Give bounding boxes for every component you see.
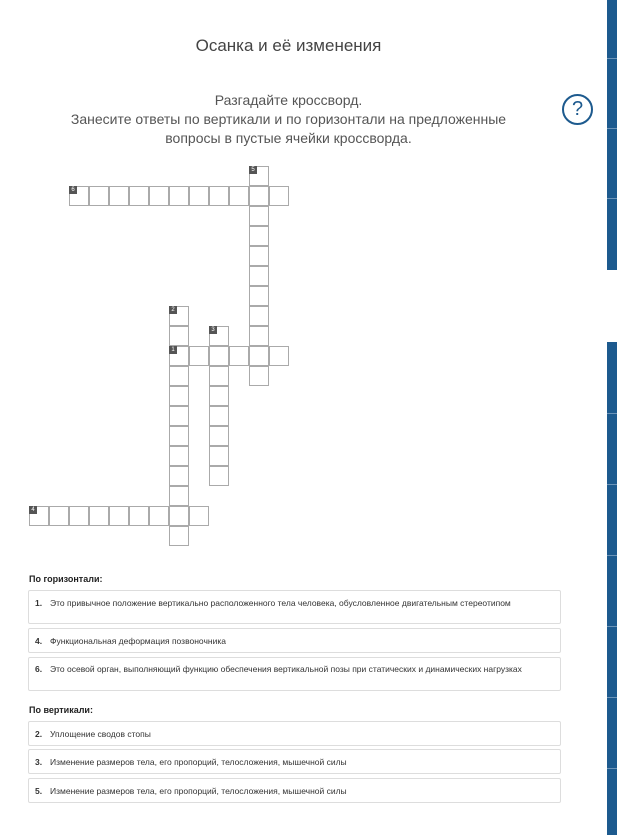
crossword-cell[interactable]: [69, 506, 89, 526]
vertical-clues-label: По вертикали:: [29, 705, 93, 715]
clue-number: 1.: [35, 598, 43, 608]
crossword-cell[interactable]: [209, 366, 229, 386]
crossword-cell[interactable]: [169, 466, 189, 486]
crossword-cell[interactable]: [129, 506, 149, 526]
crossword-cell[interactable]: [209, 446, 229, 466]
clue-text: Уплощение сводов стопы: [50, 729, 151, 739]
instructions-line: Занесите ответы по вертикали и по горизонтали на предложенные: [70, 111, 507, 127]
crossword-cell[interactable]: [169, 506, 189, 526]
crossword-cell[interactable]: [129, 186, 149, 206]
right-nav-block-bottom[interactable]: [607, 342, 617, 835]
word-number-2: 2: [169, 306, 177, 314]
crossword-cell[interactable]: [249, 326, 269, 346]
clue-vertical-3: [28, 749, 561, 774]
crossword-cell[interactable]: [209, 386, 229, 406]
right-nav-strip: [607, 0, 617, 835]
right-nav-divider: [607, 768, 617, 769]
crossword-cell[interactable]: [249, 366, 269, 386]
crossword-cell[interactable]: [169, 446, 189, 466]
word-number-3: 3: [209, 326, 217, 334]
crossword-cell[interactable]: [149, 506, 169, 526]
right-nav-divider: [607, 626, 617, 627]
crossword-cell[interactable]: [229, 346, 249, 366]
right-nav-block-top[interactable]: [607, 0, 617, 270]
crossword-cell[interactable]: [209, 186, 229, 206]
word-number-1: 1: [169, 346, 177, 354]
clue-vertical-5: [28, 778, 561, 803]
help-button[interactable]: ?: [562, 94, 593, 125]
crossword-cell[interactable]: [149, 186, 169, 206]
crossword-cell[interactable]: [269, 186, 289, 206]
instructions-line: вопросы в пустые ячейки кроссворда.: [165, 130, 412, 146]
crossword-cell[interactable]: [249, 306, 269, 326]
clue-number: 4.: [35, 636, 43, 646]
crossword-cell[interactable]: [169, 486, 189, 506]
crossword-cell[interactable]: [169, 386, 189, 406]
clue-horizontal-4: [28, 628, 561, 653]
crossword-cell[interactable]: [249, 206, 269, 226]
instructions: [40, 91, 537, 148]
crossword-cell[interactable]: [189, 346, 209, 366]
clue-text: Функциональная деформация позвоночника: [50, 636, 226, 646]
right-nav-divider: [607, 697, 617, 698]
crossword-cell[interactable]: [169, 526, 189, 546]
page-title: Осанка и её изменения: [195, 36, 382, 55]
right-nav-divider: [607, 58, 617, 59]
crossword-cell[interactable]: [249, 246, 269, 266]
right-nav-divider: [607, 198, 617, 199]
right-nav-divider: [607, 484, 617, 485]
clue-text: Изменение размеров тела, его пропорций, телосложения, мышечной силы: [50, 786, 347, 796]
right-nav-divider: [607, 413, 617, 414]
crossword-cell[interactable]: [209, 466, 229, 486]
crossword-cell[interactable]: [169, 426, 189, 446]
crossword-cell[interactable]: [209, 406, 229, 426]
crossword-cell[interactable]: [89, 186, 109, 206]
crossword-cell[interactable]: [89, 506, 109, 526]
word-number-4: 4: [29, 506, 37, 514]
instructions-line: Разгадайте кроссворд.: [214, 92, 363, 108]
right-nav-divider: [607, 128, 617, 129]
crossword-cell[interactable]: [49, 506, 69, 526]
clue-text: Это осевой орган, выполняющий функцию обеспечения вертикальной позы при статических и динамических нагрузках: [50, 664, 522, 674]
clue-horizontal-6: [28, 657, 561, 691]
clue-vertical-2: [28, 721, 561, 746]
clue-number: 5.: [35, 786, 43, 796]
crossword-cell[interactable]: [189, 506, 209, 526]
right-nav-divider: [607, 555, 617, 556]
clue-number: 3.: [35, 757, 43, 767]
clue-number: 2.: [35, 729, 43, 739]
word-number-6: 6: [69, 186, 77, 194]
word-number-5: 5: [249, 166, 257, 174]
crossword-cell[interactable]: [209, 426, 229, 446]
crossword-cell[interactable]: [249, 226, 269, 246]
crossword-cell[interactable]: [169, 366, 189, 386]
crossword-cell[interactable]: [229, 186, 249, 206]
crossword-cell[interactable]: [169, 186, 189, 206]
crossword-cell[interactable]: [189, 186, 209, 206]
crossword-cell[interactable]: [169, 326, 189, 346]
crossword-cell[interactable]: [249, 346, 269, 366]
crossword-cell[interactable]: [109, 506, 129, 526]
crossword-cell[interactable]: [249, 266, 269, 286]
crossword-cell[interactable]: [109, 186, 129, 206]
crossword-cell[interactable]: [209, 346, 229, 366]
clue-horizontal-1: [28, 590, 561, 624]
crossword-cell[interactable]: [269, 346, 289, 366]
crossword-cell[interactable]: [249, 186, 269, 206]
crossword-cell[interactable]: [169, 406, 189, 426]
clue-text: Это привычное положение вертикально расположенного тела человека, обусловленное двигательным стереотипом: [50, 598, 511, 608]
horizontal-clues-label: По горизонтали:: [29, 574, 103, 584]
clue-text: Изменение размеров тела, его пропорций, телосложения, мышечной силы: [50, 757, 347, 767]
clue-number: 6.: [35, 664, 43, 674]
crossword-cell[interactable]: [249, 286, 269, 306]
